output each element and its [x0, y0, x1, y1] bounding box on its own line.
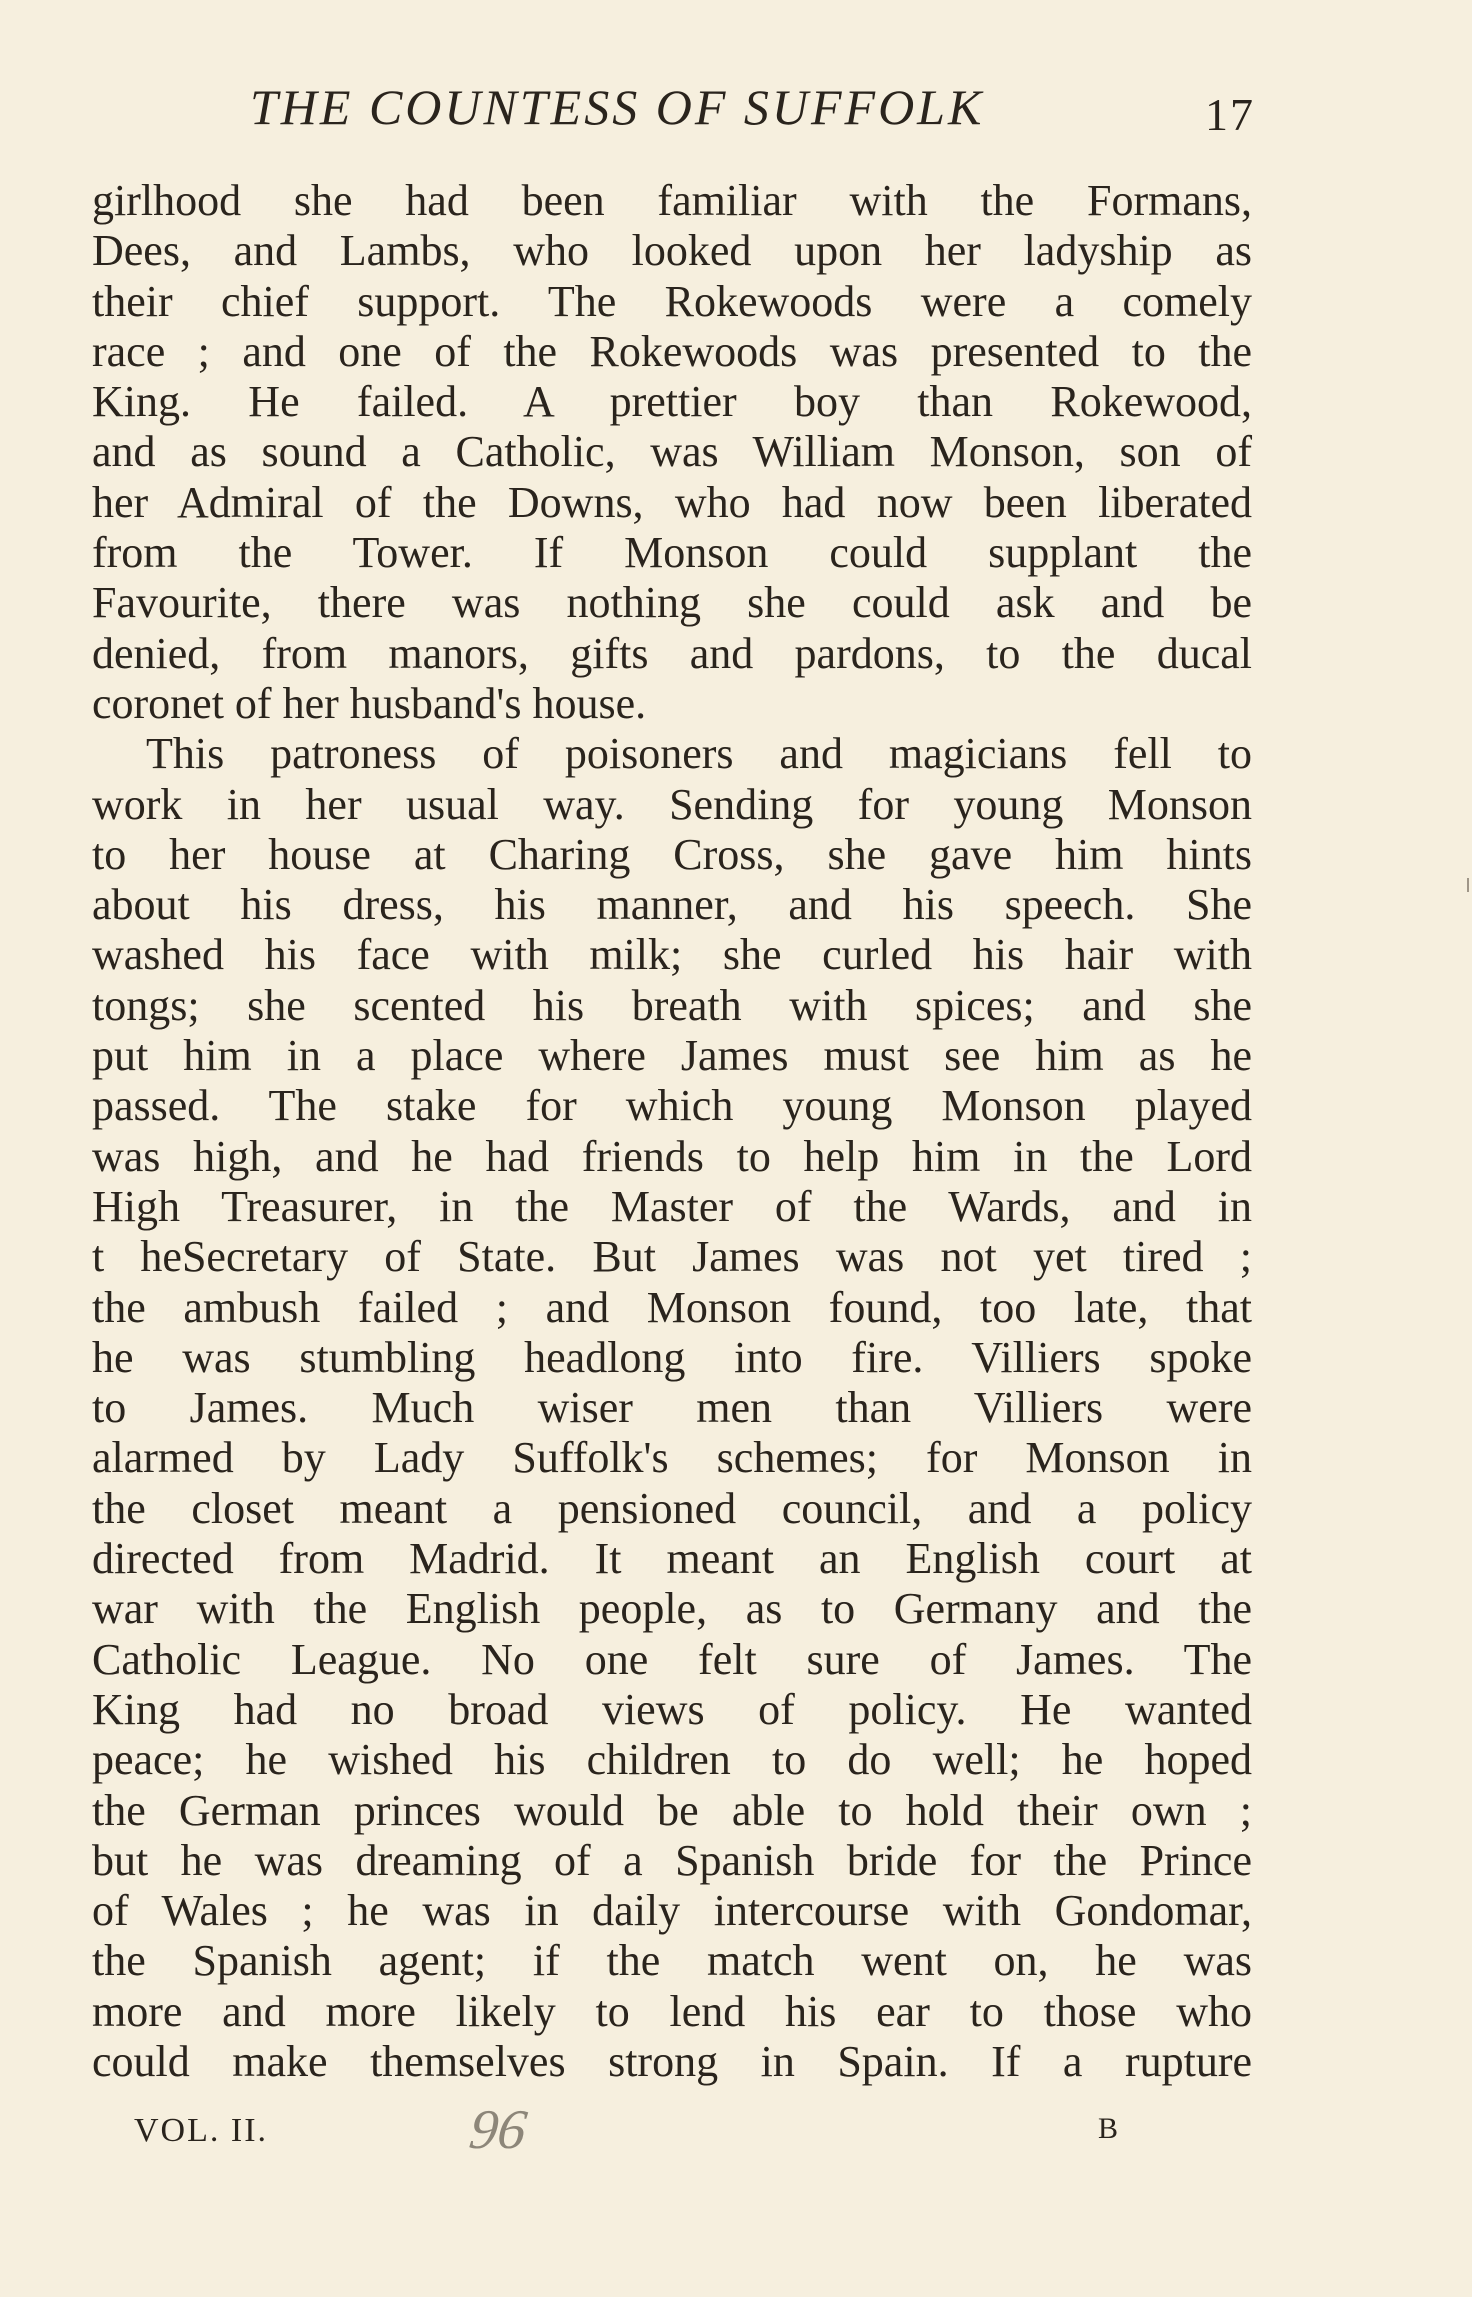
text-line: t heSecretary of State. But James was not yet tired ; — [92, 1232, 1252, 1282]
text-line: Favourite, there was nothing she could ask and be — [92, 578, 1252, 628]
text-line: directed from Madrid. It meant an English court at — [92, 1534, 1252, 1584]
text-line: alarmed by Lady Suffolk's schemes; for Monson in — [92, 1433, 1252, 1483]
text-line: work in her usual way. Sending for young Monson — [92, 779, 1252, 829]
text-line: Dees, and Lambs, who looked upon her ladyship as — [92, 226, 1252, 276]
page-number: 17 — [1205, 89, 1255, 140]
text-line: the German princes would be able to hold their own ; — [92, 1785, 1252, 1835]
text-line: more and more likely to lend his ear to those who — [92, 1986, 1252, 2036]
page-edge-mark — [1467, 878, 1469, 892]
signature-letter: B — [1098, 2112, 1119, 2145]
text-line: and as sound a Catholic, was William Monson, son of — [92, 427, 1252, 477]
text-line: High Treasurer, in the Master of the Wards, and in — [92, 1181, 1252, 1231]
text-line: to James. Much wiser men than Villiers were — [92, 1383, 1252, 1433]
text-line: the closet meant a pensioned council, and a policy — [92, 1483, 1252, 1533]
text-line: of Wales ; he was in daily intercourse with Gondomar, — [92, 1886, 1252, 1936]
handwritten-note: 96 — [465, 2099, 531, 2161]
text-line: tongs; she scented his breath with spices; and she — [92, 980, 1252, 1030]
text-line: passed. The stake for which young Monson played — [92, 1081, 1252, 1131]
text-line: could make themselves strong in Spain. If a rupture — [92, 2036, 1252, 2086]
text-line: the ambush failed ; and Monson found, too late, that — [92, 1282, 1252, 1332]
text-line: denied, from manors, gifts and pardons, to the ducal — [92, 628, 1252, 678]
running-title: THE COUNTESS OF SUFFOLK — [250, 79, 985, 135]
text-line: washed his face with milk; she curled his hair with — [92, 930, 1252, 980]
text-line: to her house at Charing Cross, she gave him hints — [92, 829, 1252, 879]
volume-label: VOL. II. — [134, 2112, 269, 2149]
text-line: put him in a place where James must see him as he — [92, 1031, 1252, 1081]
text-line: King. He failed. A prettier boy than Rokewood, — [92, 377, 1252, 427]
text-line: Catholic League. No one felt sure of James. The — [92, 1634, 1252, 1684]
text-line: was high, and he had friends to help him in the Lord — [92, 1131, 1252, 1181]
text-line: girlhood she had been familiar with the Formans, — [92, 176, 1252, 225]
paragraph-end-line: coronet of her husband's house. — [92, 678, 647, 728]
text-line: the Spanish agent; if the match went on, he was — [92, 1936, 1252, 1986]
text-line: he was stumbling headlong into fire. Villiers spoke — [92, 1332, 1252, 1382]
page-body — [92, 176, 1252, 2087]
text-line: race ; and one of the Rokewoods was presented to the — [92, 326, 1252, 376]
text-line: war with the English people, as to Germany and the — [92, 1584, 1252, 1634]
text-line: about his dress, his manner, and his speech. She — [92, 880, 1252, 930]
text-line: but he was dreaming of a Spanish bride for the Prince — [92, 1835, 1252, 1885]
text-line: her Admiral of the Downs, who had now been liberated — [92, 477, 1252, 527]
text-line: from the Tower. If Monson could supplant the — [92, 528, 1252, 578]
paragraph-start-line: This patroness of poisoners and magicians fell to — [146, 729, 1252, 779]
text-line: King had no broad views of policy. He wanted — [92, 1684, 1252, 1734]
text-line: peace; he wished his children to do well; he hoped — [92, 1735, 1252, 1785]
text-line: their chief support. The Rokewoods were a comely — [92, 276, 1252, 326]
